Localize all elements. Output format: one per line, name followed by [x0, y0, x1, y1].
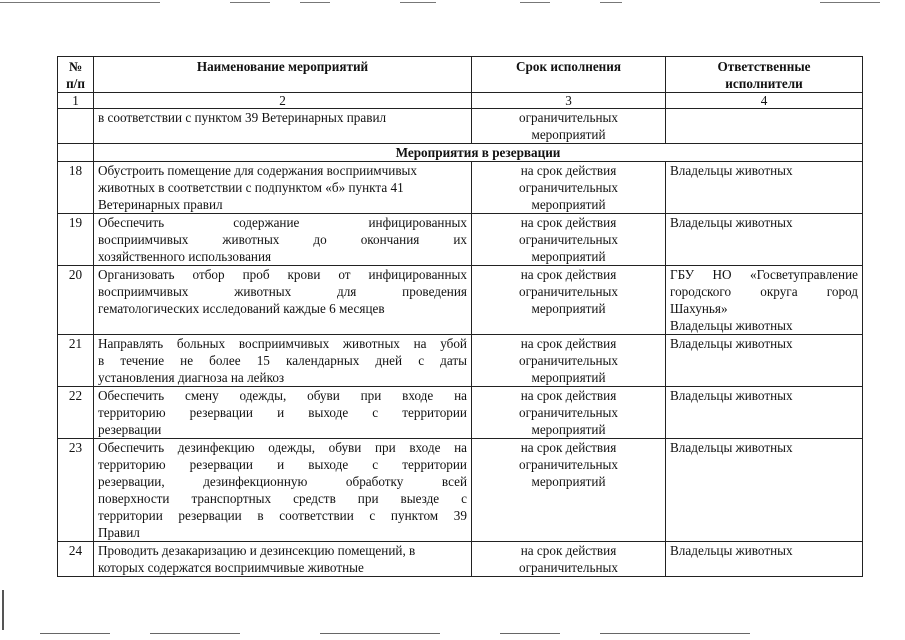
- col-number: 2: [94, 93, 472, 109]
- measure-name: Направлять больных восприимчивых животных на убой в течение не более 15 календарных дней с даты установления диагноза на лейкоз: [94, 335, 472, 387]
- measure-term: на срок действия ограничительных мероприятий: [472, 335, 666, 387]
- scan-artifact-bottom: [0, 633, 905, 639]
- measure-name: Обеспечить содержание инфицированных восприимчивых животных до окончания их хозяйственного использования: [94, 214, 472, 266]
- measure-responsible: Владельцы животных: [666, 162, 863, 214]
- table-row: [58, 439, 863, 542]
- scan-artifact-left: [2, 590, 4, 630]
- section-row: [58, 144, 863, 162]
- table-row: [58, 387, 863, 439]
- row-number: [58, 144, 94, 162]
- measure-term: на срок действия ограничительных мероприятий: [472, 214, 666, 266]
- table-row: [58, 542, 863, 577]
- row-number: 24: [58, 542, 94, 577]
- measure-term: ограничительных мероприятий: [472, 109, 666, 144]
- measure-name: Обустроить помещение для содержания восприимчивых животных в соответствии с подпунктом «б» пункта 41 Ветеринарных правил: [94, 162, 472, 214]
- table-row: [58, 266, 863, 335]
- table-row: [58, 214, 863, 266]
- measure-name: Обеспечить смену одежды, обуви при входе на территорию резервации и выходе с территории резервации: [94, 387, 472, 439]
- row-number: 18: [58, 162, 94, 214]
- row-number: 23: [58, 439, 94, 542]
- table-row: [58, 162, 863, 214]
- row-number: 20: [58, 266, 94, 335]
- measure-responsible: Владельцы животных: [666, 335, 863, 387]
- section-title: Мероприятия в резервации: [94, 144, 863, 162]
- measure-responsible: ГБУ НО «Госветуправление городского округа город Шахунья» Владельцы животных: [666, 266, 863, 335]
- header-row: [58, 57, 863, 93]
- row-number: 19: [58, 214, 94, 266]
- header-name: Наименование мероприятий: [94, 57, 472, 93]
- measure-responsible: [666, 109, 863, 144]
- row-number: [58, 109, 94, 144]
- table-row: [58, 335, 863, 387]
- continuation-row: [58, 109, 863, 144]
- header-term: Срок исполнения: [472, 57, 666, 93]
- column-number-row: [58, 93, 863, 109]
- measure-responsible: Владельцы животных: [666, 387, 863, 439]
- measure-responsible: Владельцы животных: [666, 439, 863, 542]
- measure-name: Организовать отбор проб крови от инфицированных восприимчивых животных для проведения гематологических исследований каждые 6 месяцев: [94, 266, 472, 335]
- header-resp: Ответственные исполнители: [666, 57, 863, 93]
- measure-term: на срок действия ограничительных: [472, 542, 666, 577]
- measure-name: Проводить дезакаризацию и дезинсекцию помещений, в которых содержатся восприимчивые животные: [94, 542, 472, 577]
- measure-responsible: Владельцы животных: [666, 214, 863, 266]
- scan-artifact-top: [0, 2, 905, 8]
- measure-term: на срок действия ограничительных мероприятий: [472, 162, 666, 214]
- col-number: 1: [58, 93, 94, 109]
- header-num: № п/п: [58, 57, 94, 93]
- col-number: 3: [472, 93, 666, 109]
- measure-term: на срок действия ограничительных мероприятий: [472, 387, 666, 439]
- measures-table: [57, 56, 863, 577]
- measure-responsible: Владельцы животных: [666, 542, 863, 577]
- col-number: 4: [666, 93, 863, 109]
- measure-name: Обеспечить дезинфекцию одежды, обуви при входе на территорию резервации и выходе с территории резервации, дезинфекционную обработку всей поверхности транспортных средств при выезде с территории резервации в соответствии с пунктом 39 Правил: [94, 439, 472, 542]
- measure-term: на срок действия ограничительных мероприятий: [472, 266, 666, 335]
- row-number: 22: [58, 387, 94, 439]
- row-number: 21: [58, 335, 94, 387]
- measure-term: на срок действия ограничительных мероприятий: [472, 439, 666, 542]
- measure-name: в соответствии с пунктом 39 Ветеринарных правил: [94, 109, 472, 144]
